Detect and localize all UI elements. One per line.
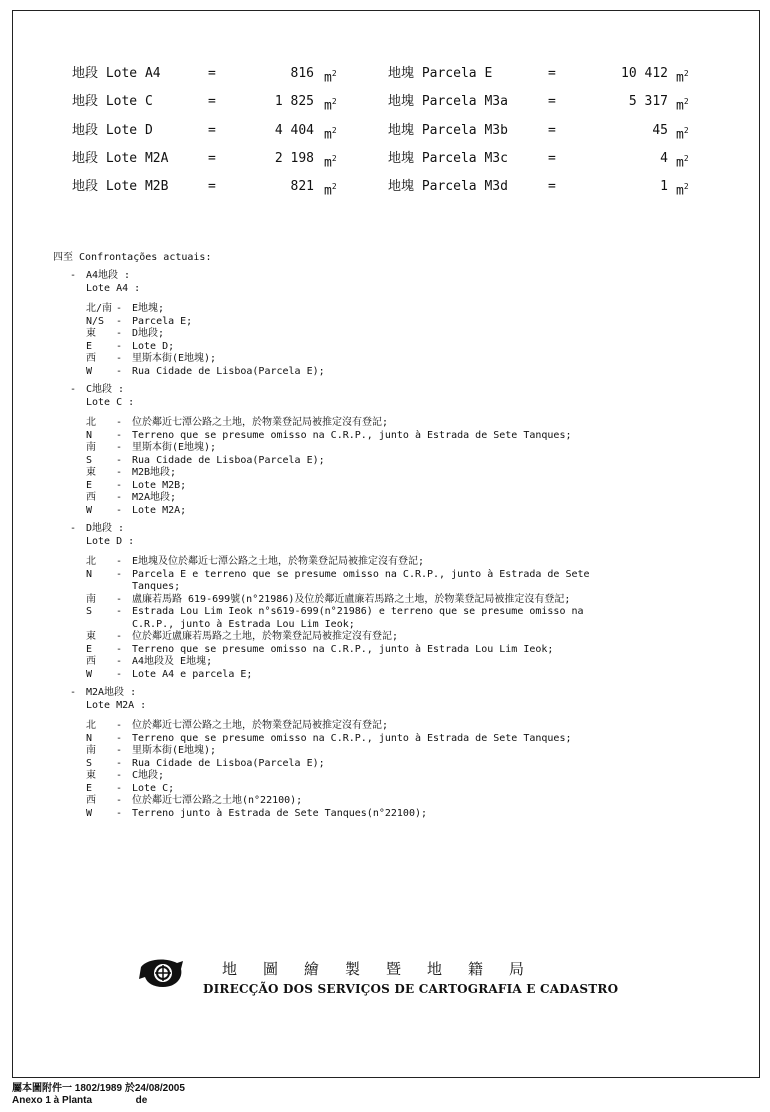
confrontation-row [70, 492, 672, 505]
separator-dash: - [116, 720, 123, 731]
separator-dash: - [116, 556, 123, 567]
direction-label: N [86, 429, 93, 441]
confrontation-row [70, 720, 672, 733]
separator-dash: - [116, 303, 123, 314]
area-row [72, 147, 689, 175]
unit-exponent: 2 [331, 153, 337, 163]
parcel-area-name: 地塊 Parcela M3a [388, 94, 508, 110]
parcel-area-name: 地塊 Parcela M3d [388, 179, 508, 195]
unit-exponent: 2 [331, 182, 337, 192]
area-unit [668, 119, 689, 147]
lot-header-zh: C地段 : [86, 384, 125, 395]
area-unit [668, 147, 689, 175]
confrontation-row [70, 442, 672, 455]
confrontation-row [70, 328, 672, 341]
confrontation-text: A4地段及 E地塊; [132, 656, 213, 667]
direction-label: 東 [86, 467, 96, 478]
area-unit [668, 175, 689, 203]
confrontation-text: Rua Cidade de Lisboa(Parcela E); [132, 757, 325, 769]
unit-base: m [324, 183, 332, 199]
direction-label: N/S [86, 315, 105, 327]
unit-base: m [676, 98, 684, 114]
unit-base: m [324, 155, 332, 171]
direction-label: W [86, 365, 93, 377]
confrontation-text: C地段; [132, 770, 165, 781]
confrontation-text: 里斯本街(E地塊); [132, 442, 217, 453]
direction-label: 北 [86, 417, 96, 428]
confrontation-text: 位於鄰近七潭公路之土地，於物業登記局被推定沒有登記; [132, 417, 389, 428]
confrontation-text: Terreno que se presume omisso na C.R.P., junto à Estrada de Sete Tanques; [132, 429, 572, 441]
direction-label: 北 [86, 720, 96, 731]
separator-dash: - [116, 795, 123, 806]
area-row [72, 62, 689, 90]
lot-area-value: 1 825 [274, 94, 314, 110]
parcel-area-name: 地塊 Parcela M3c [388, 150, 508, 166]
parcel-area-value: 1 [660, 179, 668, 195]
direction-label: W [86, 668, 93, 680]
lot-header [70, 687, 672, 700]
confrontation-text: Lote D; [132, 340, 175, 352]
lot-header-pt: Lote M2A : [86, 699, 147, 711]
lot-block [70, 687, 672, 820]
unit-exponent: 2 [331, 69, 337, 78]
equals-sign: = [208, 150, 216, 166]
footer-de-label: de [135, 1095, 148, 1106]
direction-label: S [86, 454, 93, 466]
bullet-dash: - [70, 270, 77, 281]
equals-sign: = [208, 122, 216, 138]
separator-dash: - [116, 782, 123, 794]
separator-dash: - [116, 757, 123, 769]
unit-base: m [676, 70, 684, 86]
confrontation-text: Estrada Lou Lim Ieok n°s619-699(n°21986) e terreno que se presume omisso na C.R.P., junto à Estrada Lou Lim Ieok; [132, 606, 584, 630]
direction-label: 南 [86, 745, 96, 756]
lot-area-value: 816 [290, 66, 314, 81]
lot-area-value: 4 404 [274, 122, 314, 138]
separator-dash: - [116, 656, 123, 667]
parcel-area-value: 10 412 [621, 66, 668, 81]
separator-dash: - [116, 504, 123, 516]
separator-dash: - [116, 479, 123, 491]
direction-label: 北/南 [86, 303, 113, 314]
equals-sign: = [208, 179, 216, 195]
confrontation-text: Rua Cidade de Lisboa(Parcela E); [132, 365, 325, 377]
bullet-dash: - [70, 687, 77, 698]
separator-dash: - [116, 807, 123, 819]
confrontation-row [70, 631, 672, 644]
lot-area-value: 2 198 [274, 150, 314, 166]
direction-label: W [86, 807, 93, 819]
confrontation-row [70, 556, 672, 569]
separator-dash: - [116, 417, 123, 428]
area-row [72, 119, 689, 147]
unit-exponent: 2 [683, 153, 689, 163]
area-unit [314, 147, 388, 175]
confrontation-row [70, 594, 672, 607]
separator-dash: - [116, 643, 123, 655]
equals-sign: = [548, 94, 556, 110]
confrontation-text: Terreno que se presume omisso na C.R.P., junto à Estrada de Sete Tanques; [132, 732, 572, 744]
direction-label: S [86, 757, 93, 769]
unit-base: m [324, 126, 332, 142]
confrontation-row [70, 606, 672, 631]
direction-label: W [86, 504, 93, 516]
lot-area-name: 地段 Lote C [72, 94, 153, 110]
parcel-area-value: 5 317 [628, 94, 668, 110]
direction-label: 南 [86, 442, 96, 453]
confrontation-row [70, 795, 672, 808]
parcel-area-name: 地塊 Parcela E [388, 66, 493, 81]
lot-block [70, 523, 672, 681]
agency-name-zh: 地圖繪製暨地籍局 [222, 960, 551, 978]
lot-area-name: 地段 Lote M2B [72, 179, 169, 195]
footer-line-1: 屬本圖附件一 1802/1989 於24/08/2005 [12, 1083, 185, 1094]
separator-dash: - [116, 593, 123, 605]
confrontation-row [70, 430, 672, 443]
confrontation-row [70, 417, 672, 430]
confrontation-row [70, 745, 672, 758]
confrontation-row [70, 569, 672, 594]
footer-line-2 [12, 1095, 185, 1107]
area-row [72, 90, 689, 118]
lot-header-pt: Lote C : [86, 396, 135, 408]
confrontation-text: E地塊及位於鄰近七潭公路之土地，於物業登記局被推定沒有登記; [132, 556, 425, 567]
separator-dash: - [116, 467, 123, 478]
direction-label: 西 [86, 656, 96, 667]
confrontation-row [70, 669, 672, 682]
direction-label: 西 [86, 353, 96, 364]
area-unit [314, 119, 388, 147]
confrontations-title: 四至 Confrontações actuais: [53, 252, 212, 263]
confrontation-row [70, 353, 672, 366]
confrontation-text: Lote M2A; [132, 504, 187, 516]
direction-label: 北 [86, 556, 96, 567]
lot-header-zh: A4地段 : [86, 270, 131, 281]
direction-label: E [86, 479, 93, 491]
lot-header [70, 384, 672, 397]
confrontation-text: M2B地段; [132, 467, 177, 478]
direction-label: E [86, 340, 93, 352]
confrontation-text: 里斯本街(E地塊); [132, 353, 217, 364]
bullet-dash: - [70, 384, 77, 395]
confrontation-row [70, 808, 672, 821]
separator-dash: - [116, 631, 123, 642]
direction-label: 東 [86, 328, 96, 339]
separator-dash: - [116, 340, 123, 352]
footer [12, 1083, 185, 1107]
area-row [72, 175, 689, 203]
unit-exponent: 2 [683, 182, 689, 192]
confrontation-text: Lote A4 e parcela E; [132, 668, 253, 680]
area-unit [668, 62, 689, 90]
bullet-dash: - [70, 523, 77, 534]
lot-area-name: 地段 Lote D [72, 122, 153, 138]
direction-label: E [86, 643, 93, 655]
lot-block [70, 384, 672, 517]
separator-dash: - [116, 568, 123, 580]
area-table [72, 62, 689, 204]
direction-label: E [86, 782, 93, 794]
confrontation-row [70, 341, 672, 354]
confrontation-text: 位於鄰近七潭公路之土地(n°22100); [132, 795, 303, 806]
lot-block [70, 270, 672, 378]
separator-dash: - [116, 732, 123, 744]
unit-exponent: 2 [331, 97, 337, 107]
unit-base: m [676, 126, 684, 142]
unit-exponent: 2 [683, 125, 689, 135]
separator-dash: - [116, 668, 123, 680]
confrontation-text: E地塊; [132, 303, 165, 314]
separator-dash: - [116, 606, 123, 617]
equals-sign: = [208, 94, 216, 110]
equals-sign: = [548, 150, 556, 166]
confrontation-row [70, 758, 672, 771]
equals-sign: = [548, 122, 556, 138]
lot-header-zh: D地段 : [86, 523, 125, 534]
footer-annex-label: Anexo 1 à Planta [12, 1095, 93, 1106]
confrontation-row [70, 303, 672, 316]
confrontation-text: Terreno junto à Estrada de Sete Tanques(n°22100); [132, 807, 428, 819]
dscc-logo-icon [137, 955, 187, 991]
area-unit [668, 90, 689, 118]
separator-dash: - [116, 429, 123, 441]
separator-dash: - [116, 328, 123, 339]
direction-label: 西 [86, 492, 96, 503]
confrontation-row [70, 644, 672, 657]
confrontation-row [70, 467, 672, 480]
confrontation-text: 盧廉若馬路 619-699號(n°21986)及位於鄰近盧廉若馬路之土地，於物業登記局被推定沒有登記; [132, 593, 571, 605]
separator-dash: - [116, 745, 123, 756]
parcel-area-value: 45 [652, 122, 668, 138]
direction-label: S [86, 606, 93, 617]
unit-base: m [324, 98, 332, 114]
area-unit [314, 90, 388, 118]
equals-sign: = [548, 66, 556, 81]
separator-dash: - [116, 353, 123, 364]
direction-label: 東 [86, 770, 96, 781]
lot-area-name: 地段 Lote A4 [72, 66, 161, 81]
separator-dash: - [116, 315, 123, 327]
area-unit [314, 62, 388, 90]
confrontation-text: 位於鄰近七潭公路之土地，於物業登記局被推定沒有登記; [132, 720, 389, 731]
parcel-area-name: 地塊 Parcela M3b [388, 122, 508, 138]
parcel-area-value: 4 [660, 150, 668, 166]
unit-exponent: 2 [683, 97, 689, 107]
confrontations-list [70, 270, 672, 826]
confrontation-row [70, 770, 672, 783]
confrontation-text: Lote M2B; [132, 479, 187, 491]
confrontation-text: 位於鄰近盧廉若馬路之土地，於物業登記局被推定沒有登記; [132, 631, 399, 642]
direction-label: N [86, 568, 93, 580]
direction-label: 東 [86, 631, 96, 642]
confrontation-text: D地段; [132, 328, 165, 339]
lot-header [70, 523, 672, 536]
separator-dash: - [116, 454, 123, 466]
separator-dash: - [116, 442, 123, 453]
area-unit [314, 175, 388, 203]
agency-name-pt: DIRECÇÃO DOS SERVIÇOS DE CARTOGRAFIA E CADASTRO [203, 982, 619, 996]
unit-base: m [676, 155, 684, 171]
unit-exponent: 2 [683, 69, 689, 78]
direction-label: N [86, 732, 93, 744]
equals-sign: = [548, 179, 556, 195]
confrontation-text: Parcela E e terreno que se presume omisso na C.R.P., junto à Estrada de Sete Tanques; [132, 568, 590, 592]
separator-dash: - [116, 770, 123, 781]
confrontation-row [70, 783, 672, 796]
confrontation-text: M2A地段; [132, 492, 177, 503]
confrontation-row [70, 316, 672, 329]
confrontation-row [70, 455, 672, 468]
direction-label: 南 [86, 593, 96, 605]
confrontation-text: Parcela E; [132, 315, 193, 327]
lot-header [70, 270, 672, 283]
unit-exponent: 2 [331, 125, 337, 135]
confrontation-row [70, 480, 672, 493]
lot-header-pt: Lote A4 : [86, 282, 141, 294]
equals-sign: = [208, 66, 216, 81]
confrontation-row [70, 656, 672, 669]
unit-base: m [324, 70, 332, 86]
separator-dash: - [116, 492, 123, 503]
confrontation-text: Lote C; [132, 782, 175, 794]
separator-dash: - [116, 365, 123, 377]
lot-area-name: 地段 Lote M2A [72, 150, 169, 166]
confrontation-text: 里斯本街(E地塊); [132, 745, 217, 756]
lot-header-zh: M2A地段 : [86, 687, 137, 698]
confrontation-row [70, 505, 672, 518]
confrontation-row [70, 733, 672, 746]
lot-area-value: 821 [290, 179, 314, 195]
confrontation-text: Rua Cidade de Lisboa(Parcela E); [132, 454, 325, 466]
confrontation-row [70, 366, 672, 379]
direction-label: 西 [86, 795, 96, 806]
unit-base: m [676, 183, 684, 199]
confrontation-text: Terreno que se presume omisso na C.R.P., junto à Estrada Lou Lim Ieok; [132, 643, 554, 655]
lot-header-pt: Lote D : [86, 535, 135, 547]
